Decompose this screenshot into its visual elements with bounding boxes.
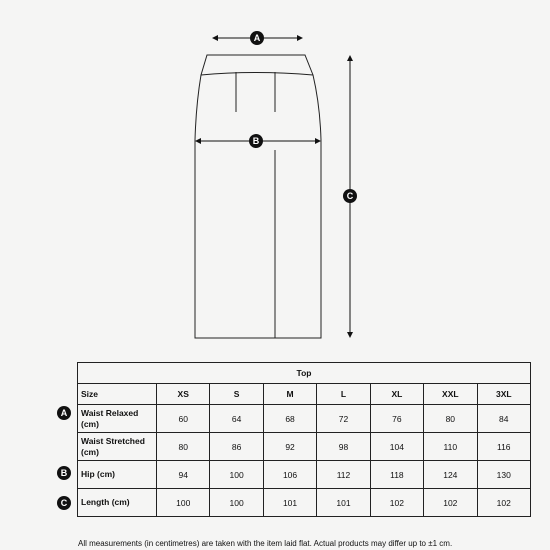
table-row bbox=[78, 405, 531, 433]
table-cell: 110 bbox=[424, 433, 477, 461]
table-cell: 68 bbox=[263, 405, 316, 433]
size-s: S bbox=[210, 384, 263, 405]
marker-b: B bbox=[249, 134, 263, 148]
marker-a: A bbox=[250, 31, 264, 45]
table-cell: 102 bbox=[477, 489, 530, 517]
row-label-hip: Hip (cm) bbox=[78, 461, 157, 489]
table-cell: 84 bbox=[477, 405, 530, 433]
row-label-waist-relaxed: Waist Relaxed (cm) bbox=[78, 405, 157, 433]
size-header-row bbox=[78, 384, 531, 405]
table-cell: 116 bbox=[477, 433, 530, 461]
row-marker-a: A bbox=[57, 406, 71, 420]
table-title: Top bbox=[78, 363, 531, 384]
table-cell: 80 bbox=[424, 405, 477, 433]
size-chart-table bbox=[77, 362, 531, 517]
table-cell: 100 bbox=[210, 489, 263, 517]
table-cell: 72 bbox=[317, 405, 370, 433]
table-cell: 124 bbox=[424, 461, 477, 489]
size-xxl: XXL bbox=[424, 384, 477, 405]
table-cell: 130 bbox=[477, 461, 530, 489]
table-row bbox=[78, 433, 531, 461]
marker-c: C bbox=[343, 189, 357, 203]
table-cell: 86 bbox=[210, 433, 263, 461]
size-3xl: 3XL bbox=[477, 384, 530, 405]
table-cell: 60 bbox=[157, 405, 210, 433]
table-row bbox=[78, 489, 531, 517]
table-cell: 92 bbox=[263, 433, 316, 461]
row-marker-b: B bbox=[57, 466, 71, 480]
skirt-outline bbox=[195, 55, 321, 338]
table-cell: 100 bbox=[157, 489, 210, 517]
table-cell: 106 bbox=[263, 461, 316, 489]
size-header-label: Size bbox=[78, 384, 157, 405]
table-title-row bbox=[78, 363, 531, 384]
table-row bbox=[78, 461, 531, 489]
size-l: L bbox=[317, 384, 370, 405]
size-m: M bbox=[263, 384, 316, 405]
table-cell: 80 bbox=[157, 433, 210, 461]
row-label-length: Length (cm) bbox=[78, 489, 157, 517]
table-cell: 98 bbox=[317, 433, 370, 461]
table-cell: 100 bbox=[210, 461, 263, 489]
table-cell: 101 bbox=[263, 489, 316, 517]
table-cell: 118 bbox=[370, 461, 423, 489]
table-cell: 104 bbox=[370, 433, 423, 461]
table-cell: 102 bbox=[424, 489, 477, 517]
table-cell: 76 bbox=[370, 405, 423, 433]
row-marker-c: C bbox=[57, 496, 71, 510]
row-label-waist-stretched: Waist Stretched (cm) bbox=[78, 433, 157, 461]
size-xl: XL bbox=[370, 384, 423, 405]
table-cell: 102 bbox=[370, 489, 423, 517]
size-xs: XS bbox=[157, 384, 210, 405]
measurement-footnote: All measurements (in centimetres) are taken with the item laid flat. Actual products may differ up to ±1 cm. bbox=[78, 539, 453, 548]
table-cell: 101 bbox=[317, 489, 370, 517]
table-cell: 112 bbox=[317, 461, 370, 489]
table-cell: 64 bbox=[210, 405, 263, 433]
table-cell: 94 bbox=[157, 461, 210, 489]
